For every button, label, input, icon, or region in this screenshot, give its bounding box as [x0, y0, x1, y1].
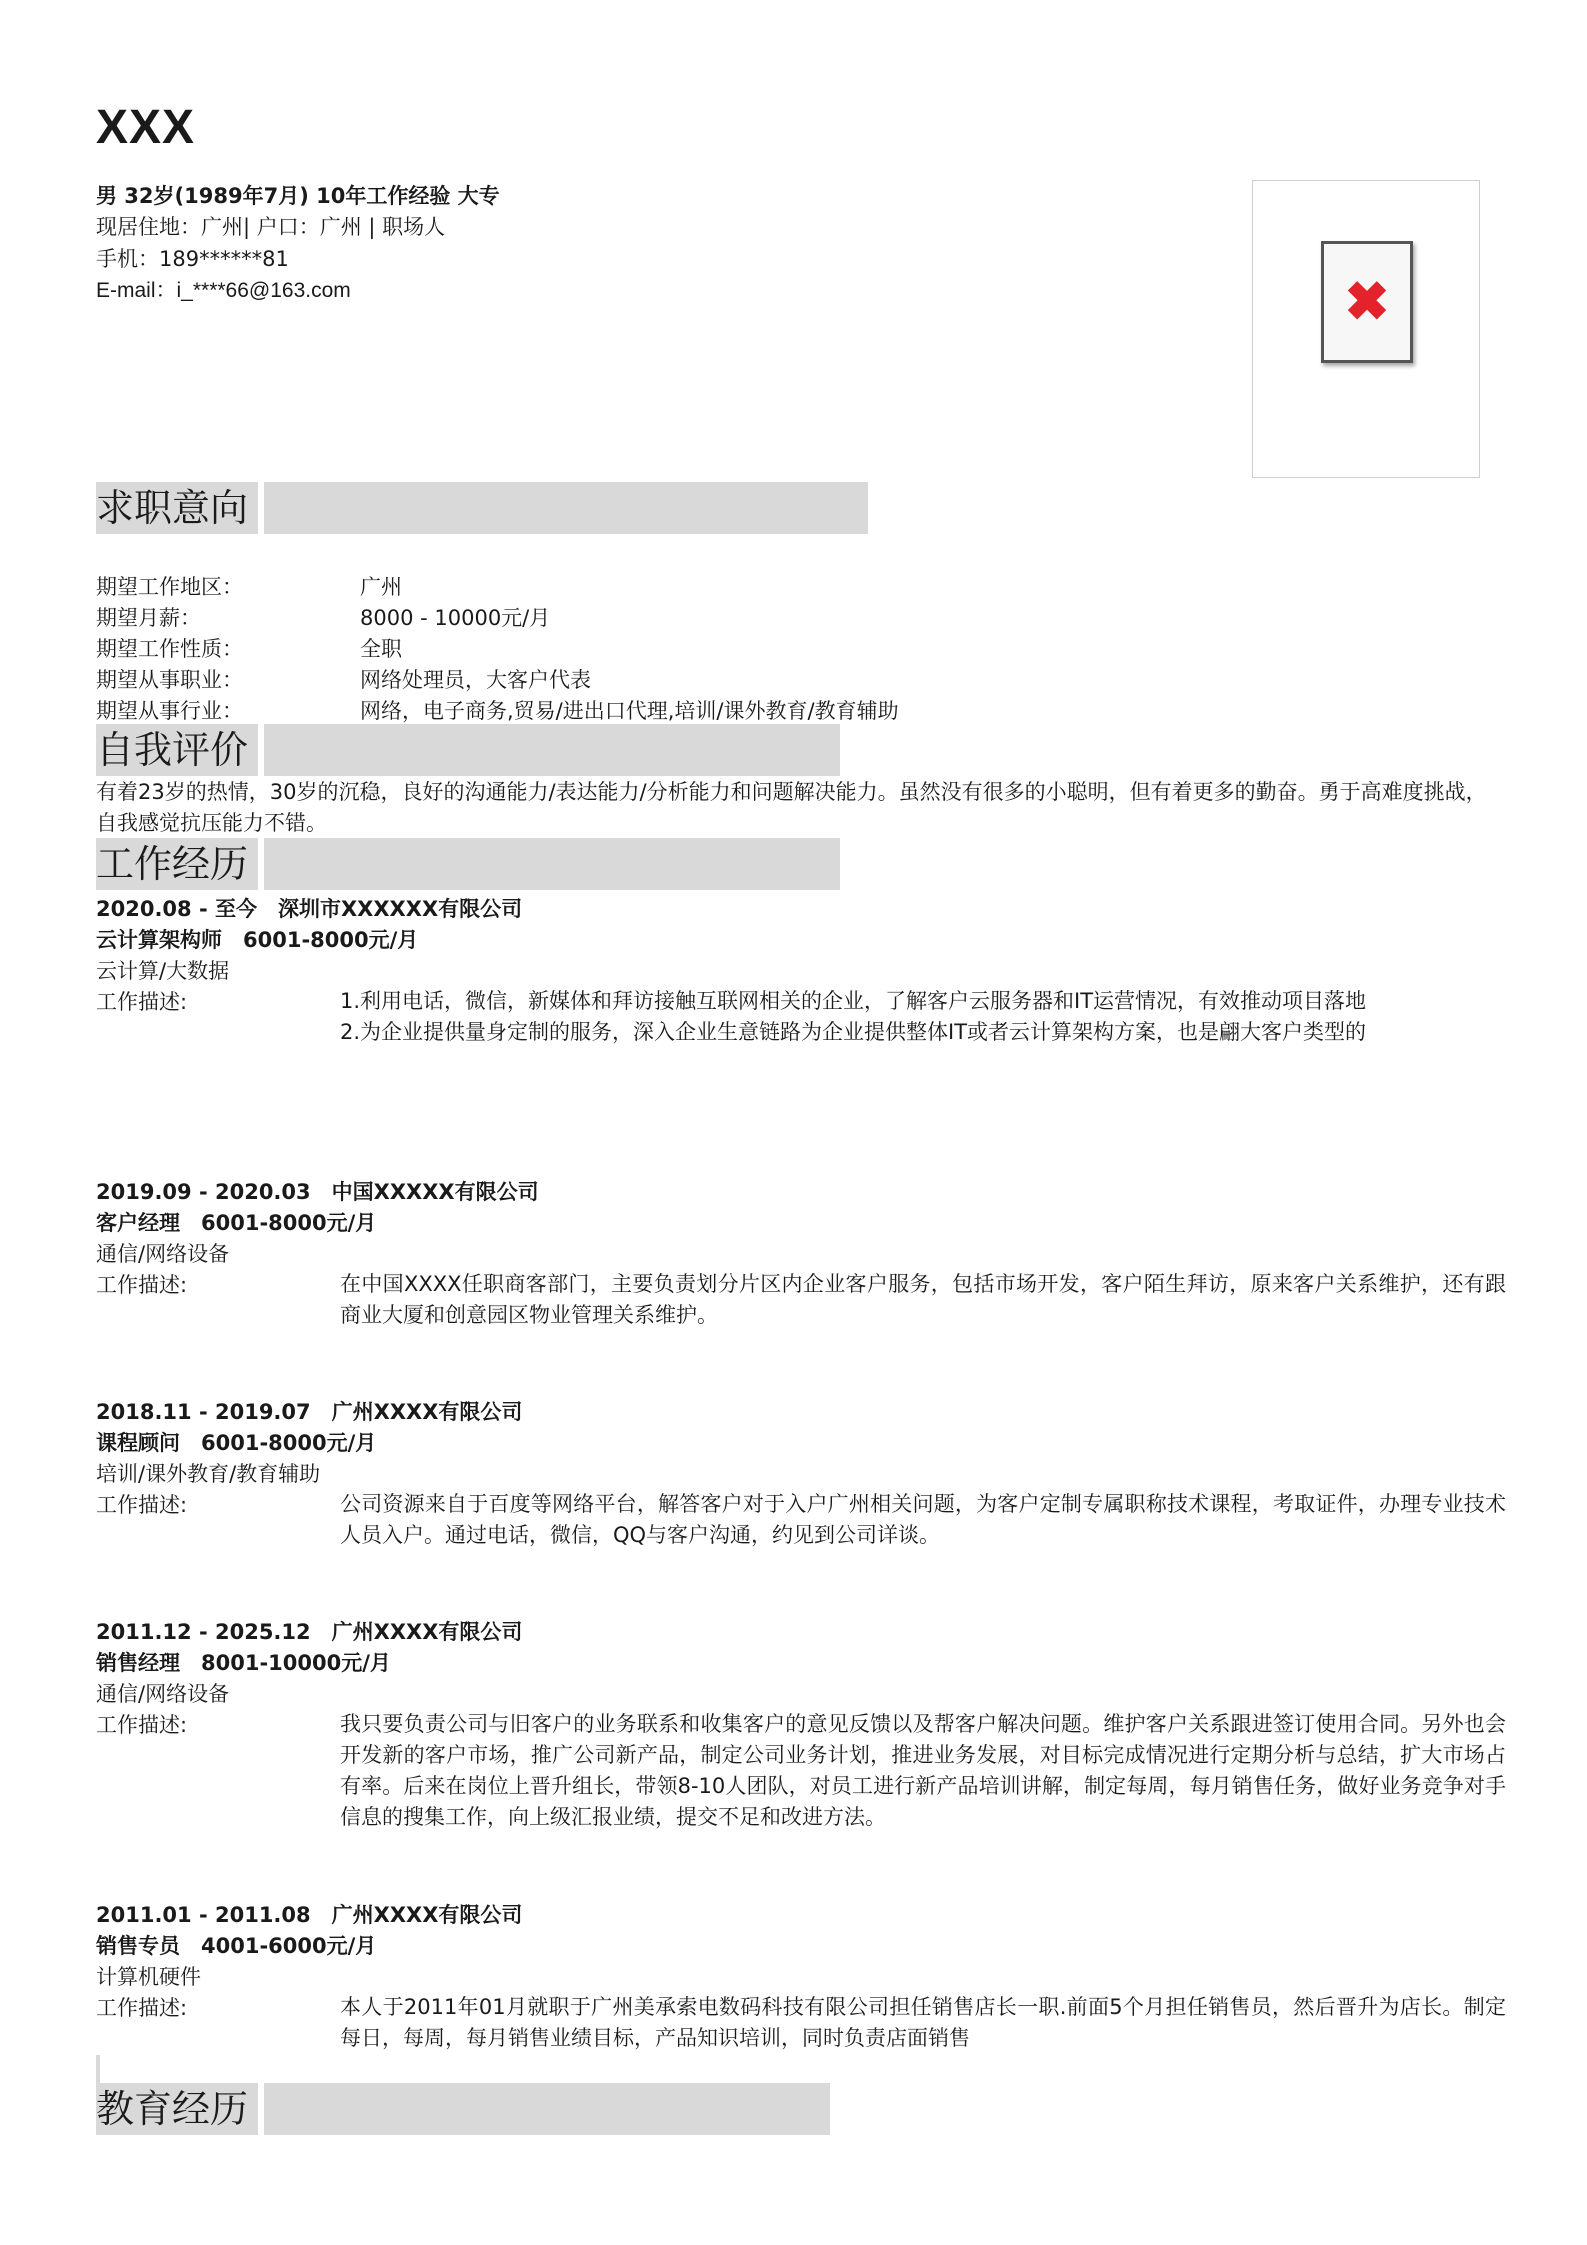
- job-description: 公司资源来自于百度等网络平台，解答客户对于入户广州相关问题，为客户定制专属职称技术课程，考取证件，办理专业技术人员入户。通过电话，微信，QQ与客户沟通，约见到公司详谈。: [340, 1492, 1506, 1547]
- intent-value-industry: 网络，电子商务,贸易/进出口代理,培训/课外教育/教育辅助: [360, 699, 899, 723]
- job-description: 在中国XXXX任职商客部门，主要负责划分片区内企业客户服务，包括市场开发，客户陌生拜访，原来客户关系维护，还有跟商业大厦和创意园区物业管理关系维护。: [340, 1272, 1506, 1327]
- job-intent-title: 求职意向: [96, 482, 254, 534]
- job-desc-label: 工作描述:: [96, 1713, 188, 1737]
- job-description: 本人于2011年01月就职于广州美承索电数码科技有限公司担任销售店长一职.前面5个月担任销售员，然后晋升为店长。制定每日，每周，每月销售业绩目标，产品知识培训，同时负责店面销售: [340, 1995, 1506, 2050]
- profile-photo: [1252, 180, 1480, 478]
- intent-label-type: 期望工作性质：: [96, 637, 243, 661]
- job-desc-label: 工作描述:: [96, 1996, 188, 2020]
- job-industry: 计算机硬件: [96, 1965, 201, 1989]
- job-position: 课程顾问 6001-8000元/月: [96, 1431, 377, 1455]
- education-title: 教育经历: [96, 2083, 254, 2135]
- phone-info: 手机：189******81: [96, 247, 289, 271]
- basic-info: 男 32岁(1989年7月) 10年工作经验 大专: [96, 184, 500, 208]
- intent-value-type: 全职: [360, 637, 402, 661]
- work-title: 工作经历: [96, 838, 254, 890]
- job-position: 云计算架构师 6001-8000元/月: [96, 928, 419, 952]
- residence-info: 现居住地：广州| 户口：广州 | 职场人: [96, 215, 446, 239]
- self-eval-text: 有着23岁的热情，30岁的沉稳，良好的沟通能力/表达能力/分析能力和问题解决能力。虽然没有很多的小聪明，但有着更多的勤奋。勇于高难度挑战，自我感觉抗压能力不错。: [96, 780, 1487, 835]
- job-period-company: 2011.01 - 2011.08 广州XXXX有限公司: [96, 1903, 523, 1927]
- intent-value-occupation: 网络处理员，大客户代表: [360, 668, 591, 692]
- job-position: 客户经理 6001-8000元/月: [96, 1211, 377, 1235]
- intent-label-salary: 期望月薪：: [96, 606, 201, 630]
- self-eval-title: 自我评价: [96, 724, 254, 776]
- intent-label-industry: 期望从事行业：: [96, 699, 243, 723]
- job-desc-label: 工作描述:: [96, 1273, 188, 1297]
- job-industry: 培训/课外教育/教育辅助: [96, 1462, 321, 1486]
- section-marker: [96, 2055, 100, 2083]
- job-desc-label: 工作描述:: [96, 1493, 188, 1517]
- job-position: 销售经理 8001-10000元/月: [96, 1651, 391, 1675]
- email-info: E-mail：i_****66@163.com: [96, 279, 351, 302]
- job-desc-label: 工作描述:: [96, 990, 188, 1014]
- intent-label-location: 期望工作地区：: [96, 575, 243, 599]
- job-industry: 通信/网络设备: [96, 1242, 230, 1266]
- job-description: 我只要负责公司与旧客户的业务联系和收集客户的意见反馈以及帮客户解决问题。维护客户关系跟进签订使用合同。另外也会开发新的客户市场，推广公司新产品，制定公司业务计划，推进业务发展，对目标完成情况进行定期分析与总结，扩大市场占有率。后来在岗位上晋升组长，带领8-10人团队，对员工进行新产品培训讲解，制定每周，每月销售任务，做好业务竞争对手信息的搜集工作，向上级汇报业绩，提交不足和改进方法。: [340, 1712, 1506, 1829]
- broken-image-icon: ✖: [1321, 241, 1413, 363]
- job-period-company: 2020.08 - 至今 深圳市XXXXXX有限公司: [96, 897, 523, 921]
- intent-value-salary: 8000 - 10000元/月: [360, 606, 551, 630]
- job-industry: 云计算/大数据: [96, 959, 230, 983]
- candidate-name: XXX: [96, 101, 196, 154]
- job-period-company: 2011.12 - 2025.12 广州XXXX有限公司: [96, 1620, 523, 1644]
- intent-label-occupation: 期望从事职业：: [96, 668, 243, 692]
- job-period-company: 2018.11 - 2019.07 广州XXXX有限公司: [96, 1400, 523, 1424]
- job-industry: 通信/网络设备: [96, 1682, 230, 1706]
- job-period-company: 2019.09 - 2020.03 中国XXXXX有限公司: [96, 1180, 539, 1204]
- job-position: 销售专员 4001-6000元/月: [96, 1934, 377, 1958]
- job-description: 1.利用电话，微信，新媒体和拜访接触互联网相关的企业，了解客户云服务器和IT运营情况，有效推动项目落地 2.为企业提供量身定制的服务，深入企业生意链路为企业提供整体IT或者云计算架构方案，也是翩大客户类型的: [340, 989, 1367, 1044]
- intent-value-location: 广州: [360, 575, 402, 599]
